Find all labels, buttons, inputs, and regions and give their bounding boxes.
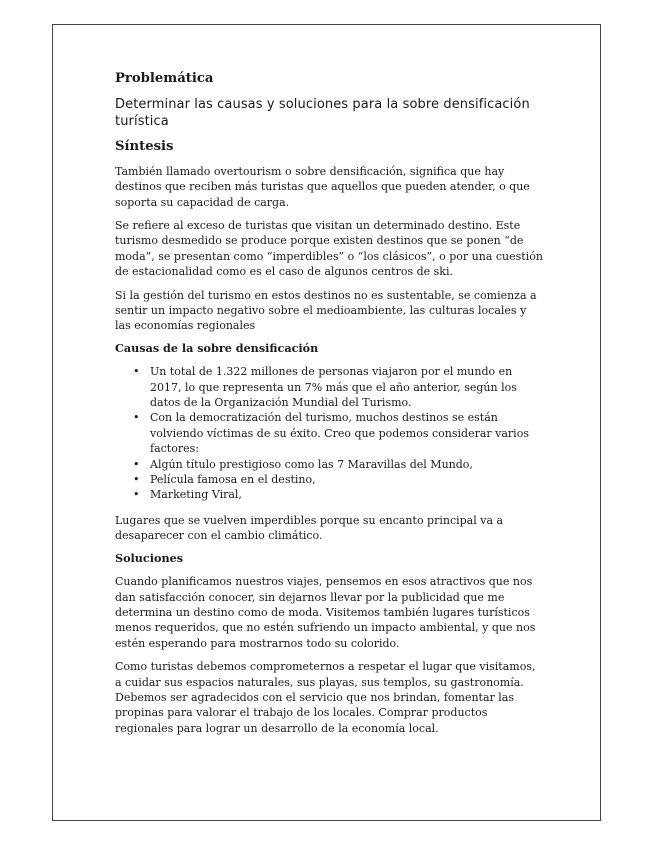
paragraph-sintesis-1: También llamado overtourism o sobre densificación, significa que hay destinos que reciben más turistas que aquellos que pueden atender, o que soporta su capacidad de carga.: [115, 164, 530, 209]
heading-causas: Causas de la sobre densificación: [115, 340, 319, 355]
bullet-icon: •: [133, 457, 140, 471]
causes-list: [115, 364, 545, 503]
list-item: [115, 487, 545, 502]
heading-soluciones: Soluciones: [115, 550, 183, 565]
paragraph-sintesis-2: Se refiere al exceso de turistas que visitan un determinado destino. Este turismo desmedido se produce porque existen destinos que se ponen “de moda”, se presentan como “imperdibles” o “los clásicos”, o por una cuestión de estacionalidad como es el caso de algunos centros de ski.: [115, 218, 543, 279]
list-item-text: Un total de 1.322 millones de personas viajaron por el mundo en 2017, lo que representa un 7% más que el año anterior, según los datos de la Organización Mundial del Turismo.: [150, 365, 517, 409]
subtitle: Determinar las causas y soluciones para la sobre densificación turística: [115, 96, 530, 129]
list-item: [115, 472, 545, 487]
heading-sintesis: Síntesis: [115, 138, 174, 154]
bullet-icon: •: [133, 365, 140, 379]
paragraph-sintesis-3: Si la gestión del turismo en estos destinos no es sustentable, se comienza a sentir un impacto negativo sobre el medioambiente, las culturas locales y las economías regionales: [115, 288, 537, 333]
paragraph-soluciones-1: Cuando planificamos nuestros viajes, pensemos en esos atractivos que nos dan satisfacción conocer, sin dejarnos llevar por la publicidad que me determina un destino como de moda. Visitemos también lugares turísticos menos requeridos, que no estén sufriendo un impacto ambiental, y que nos estén esperando para mostrarnos todo su colorido.: [115, 575, 536, 650]
list-item: [115, 457, 545, 472]
bullet-icon: •: [133, 488, 140, 502]
document-page: [52, 24, 601, 821]
list-item: [115, 410, 545, 456]
bullet-icon: •: [133, 411, 140, 425]
paragraph-lugares: Lugares que se vuelven imperdibles porque su encanto principal va a desaparecer con el cambio climático.: [115, 513, 504, 543]
list-item-text: Marketing Viral,: [150, 488, 242, 502]
list-item-text: Película famosa en el destino,: [150, 473, 316, 487]
heading-problematica: Problemática: [115, 71, 214, 86]
list-item-text: Con la democratización del turismo, muchos destinos se están volviendo víctimas de su éxito. Creo que podemos considerar varios factores:: [150, 411, 529, 456]
paragraph-soluciones-2: Como turistas debemos comprometernos a respetar el lugar que visitamos, a cuidar sus espacios naturales, sus playas, sus templos, su gastronomía. Debemos ser agradecidos con el servicio que nos brindan, fomentar las propinas para valorar el trabajo de los locales. Comprar productos regionales para lograr un desarrollo de la economía local.: [115, 660, 536, 735]
document-content: [115, 71, 545, 744]
list-item: [115, 364, 545, 410]
list-item-text: Algún título prestigioso como las 7 Maravillas del Mundo,: [150, 457, 473, 471]
bullet-icon: •: [133, 473, 140, 487]
